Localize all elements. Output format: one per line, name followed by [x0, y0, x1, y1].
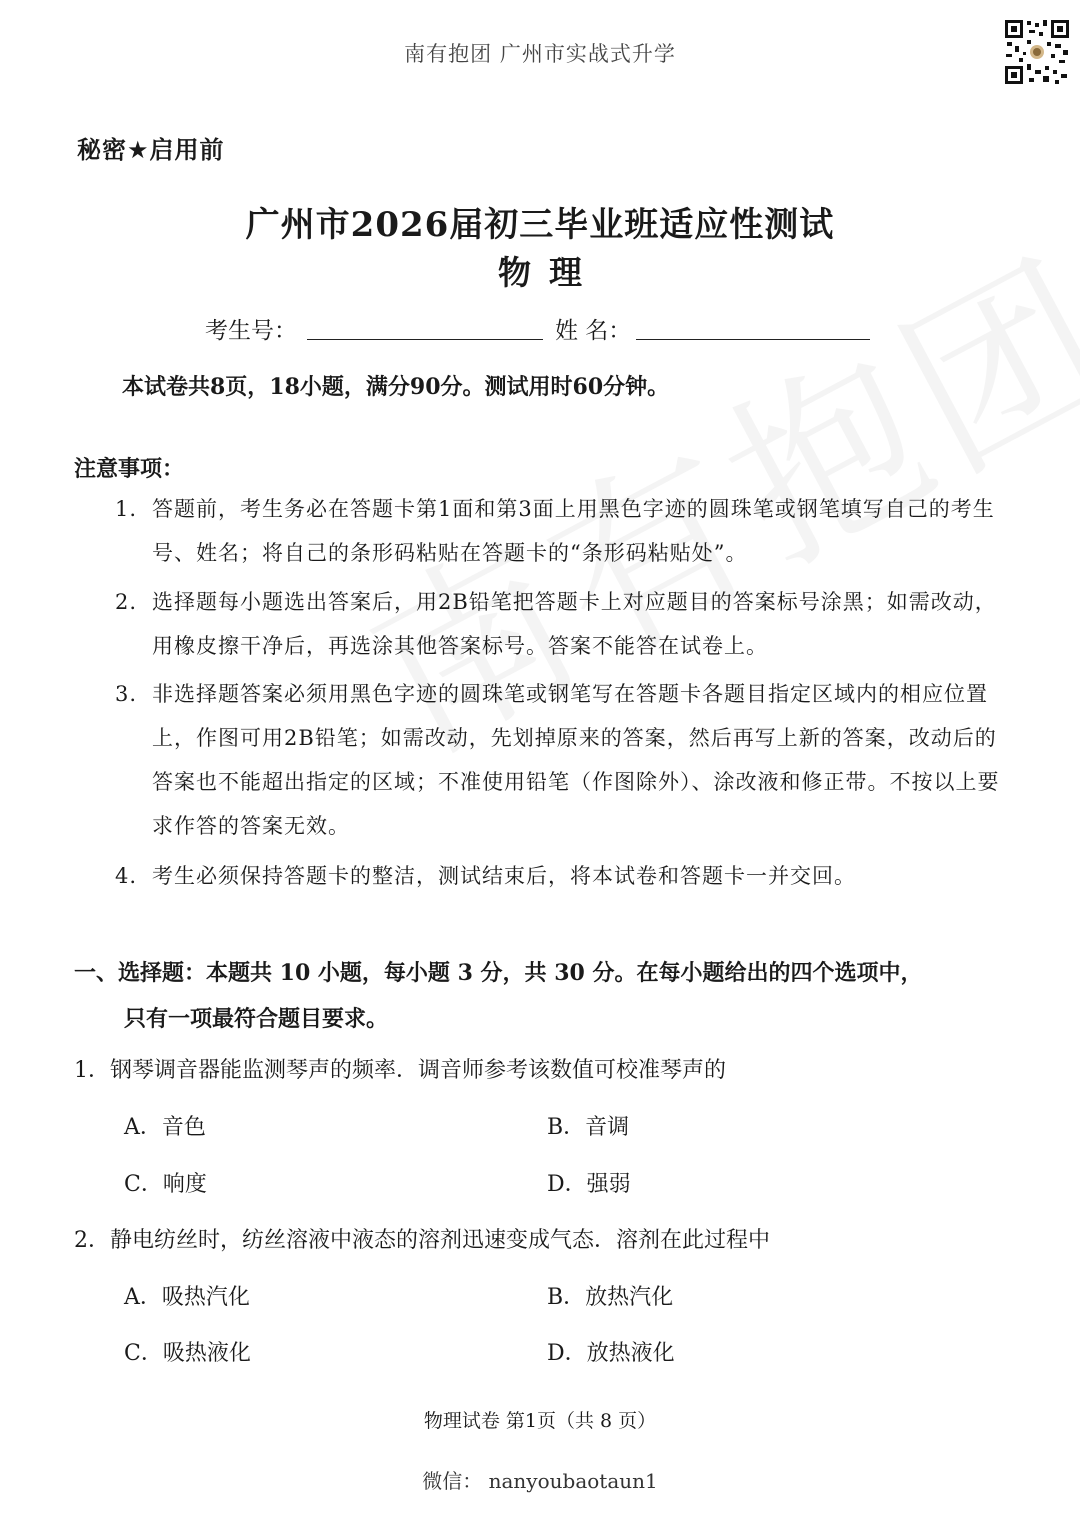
note-number: 2. — [115, 590, 138, 614]
option-a[interactable]: A．音色 — [124, 1115, 206, 1140]
student-id-label: 考生号： — [205, 318, 297, 344]
note-text: 考生必须保持答题卡的整洁，测试结束后，将本试卷和答题卡一并交回。 — [152, 864, 856, 888]
option-a[interactable]: A．吸热汽化 — [124, 1285, 250, 1310]
option-c[interactable]: C．吸热液化 — [124, 1341, 251, 1366]
name-field[interactable] — [636, 339, 870, 340]
question-stem: 2．静电纺丝时，纺丝溶液中液态的溶剂迅速变成气态．溶剂在此过程中 — [74, 1228, 770, 1253]
section-heading — [74, 950, 1014, 1042]
option-d[interactable]: D．强弱 — [547, 1172, 631, 1197]
note-text: 答题前，考生务必在答题卡第1面和第3面上用黑色字迹的圆珠笔或钢笔填写自己的考生号、姓名；将自己的条形码粘贴在答题卡的“条形码粘贴处”。 — [152, 497, 995, 565]
page-title: 广州市2026届初三毕业班适应性测试 — [245, 205, 835, 245]
header-org-line: 南有抱团 广州市实战式升学 — [404, 42, 676, 66]
note-number: 3. — [115, 682, 138, 706]
section-heading-line: 只有一项最符合题目要求。 — [124, 1006, 389, 1032]
note-text: 选择题每小题选出答案后，用2B铅笔把答题卡上对应题目的答案标号涂黑；如需改动，用橡皮擦干净后，再选涂其他答案标号。答案不能答在试卷上。 — [152, 590, 997, 658]
wechat-id: 微信： nanyoubaotaun1 — [422, 1469, 658, 1493]
student-id-field[interactable] — [307, 339, 543, 340]
option-c[interactable]: C．响度 — [124, 1172, 207, 1197]
notes-heading: 注意事项： — [74, 457, 185, 482]
confidential-label: 秘密★启用前 — [77, 136, 225, 164]
question-stem: 1．钢琴调音器能监测琴声的频率．调音师参考该数值可校准琴声的 — [74, 1058, 726, 1083]
exam-intro: 本试卷共8页，18小题，满分90分。测试用时60分钟。 — [122, 374, 670, 400]
name-label: 姓 名： — [555, 318, 632, 344]
note-text: 非选择题答案必须用黑色字迹的圆珠笔或钢笔写在答题卡各题目指定区域内的相应位置上，作图可用2B铅笔；如需改动，先划掉原来的答案，然后再写上新的答案，改动后的答案也不能超出指定的区域；不准使用铅笔（作图除外）、涂改液和修正带。不按以上要求作答的答案无效。 — [152, 682, 1000, 838]
option-b[interactable]: B．音调 — [547, 1115, 630, 1140]
page-footer: 物理试卷 第1页（共 8 页） — [423, 1410, 657, 1432]
section-heading-line: 一、选择题：本题共 10 小题，每小题 3 分，共 30 分。在每小题给出的四个选项中， — [74, 960, 923, 986]
subject-title: 物理 — [498, 253, 600, 292]
note-number: 4. — [115, 864, 138, 888]
option-b[interactable]: B．放热汽化 — [547, 1285, 674, 1310]
note-number: 1. — [115, 497, 138, 521]
qr-code-icon — [1003, 18, 1071, 86]
option-d[interactable]: D．放热液化 — [547, 1341, 675, 1366]
